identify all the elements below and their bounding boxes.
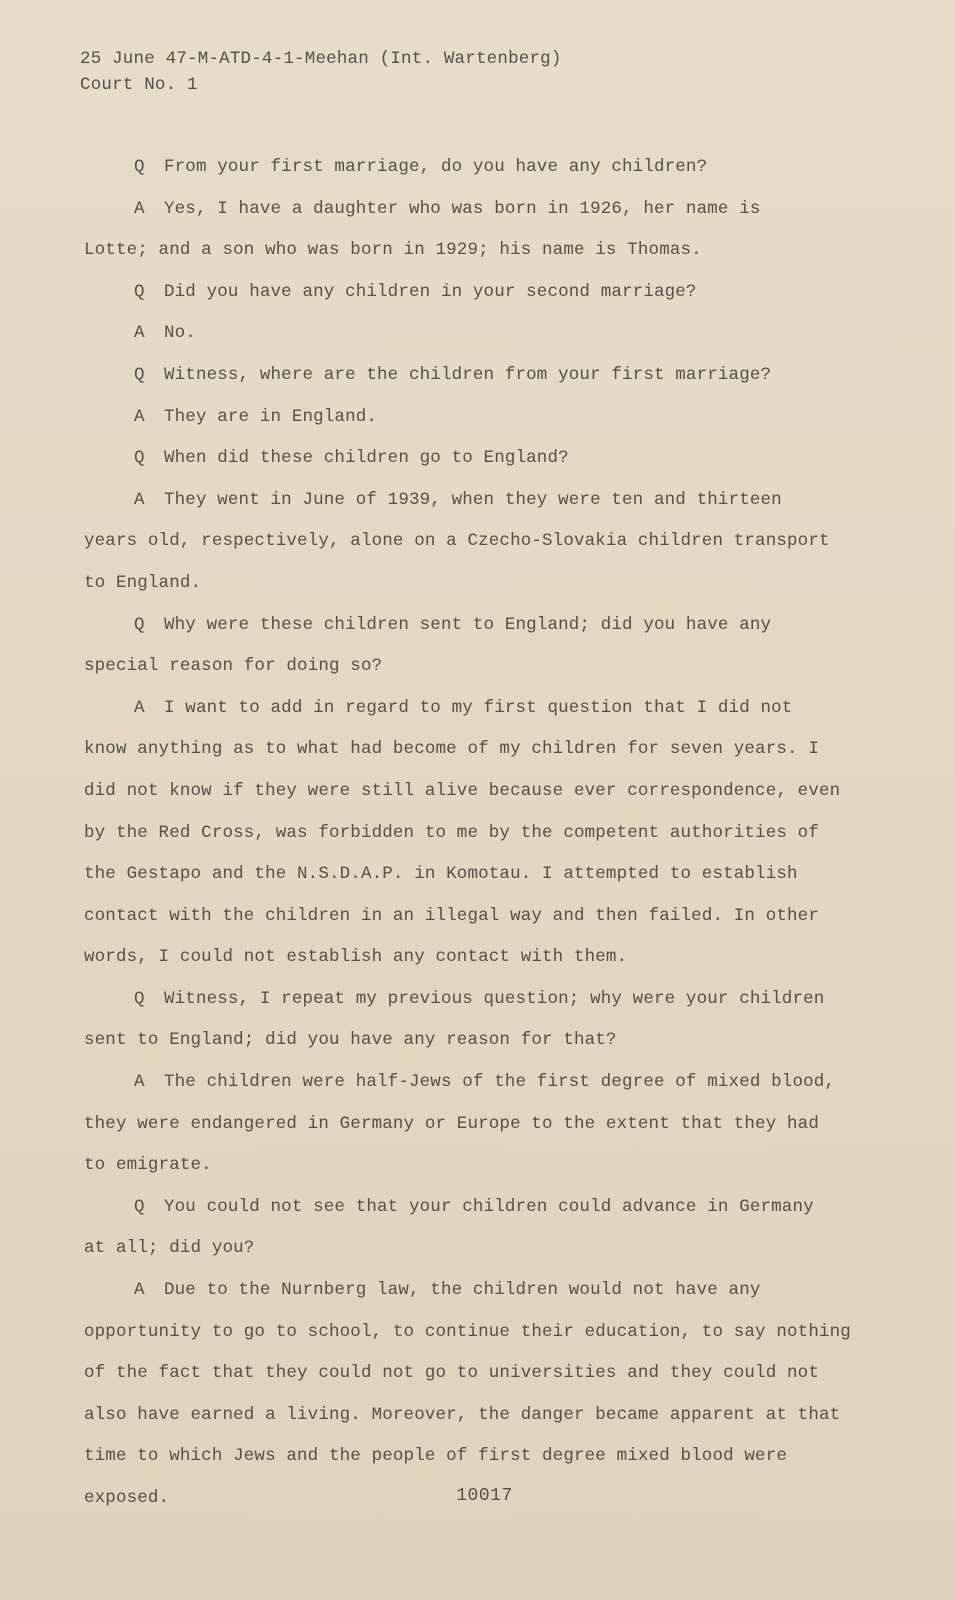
transcript-entry (84, 189, 874, 231)
speaker-marker: A (134, 198, 145, 219)
transcript-line: opportunity to go to school, to continue their education, to say nothing (84, 1321, 851, 1342)
transcript-line: Lotte; and a son who was born in 1929; his name is Thomas. (84, 240, 702, 261)
transcript-line: years old, respectively, alone on a Czecho-Slovakia children transport (84, 531, 830, 552)
transcript-line: words, I could not establish any contact with them. (84, 947, 628, 968)
speaker-marker: Q (134, 614, 145, 635)
speaker-marker: A (134, 406, 145, 427)
speaker-marker: Q (134, 281, 145, 302)
speaker-marker: A (134, 697, 145, 718)
transcript-line: Did you have any children in your second marriage? (164, 281, 697, 302)
transcript-entry (84, 1187, 874, 1229)
transcript-line: When did these children go to England? (164, 448, 569, 469)
speaker-marker: A (134, 323, 145, 344)
transcript-line: by the Red Cross, was forbidden to me by the competent authorities of (84, 822, 819, 843)
transcript-entry (84, 1062, 874, 1104)
transcript-line: special reason for doing so? (84, 656, 383, 677)
speaker-marker: Q (134, 364, 145, 385)
speaker-marker: A (134, 1280, 145, 1301)
transcript-entry (84, 355, 874, 397)
transcript-entry (84, 313, 874, 355)
transcript-line: contact with the children in an illegal way and then failed. In other (84, 905, 819, 926)
transcript-line: The children were half-Jews of the first degree of mixed blood, (164, 1072, 836, 1093)
transcript-entry (84, 272, 874, 314)
transcript-line: sent to England; did you have any reason for that? (84, 1030, 617, 1051)
transcript-line: to England. (84, 572, 202, 593)
transcript-entry (84, 605, 874, 647)
speaker-marker: A (134, 1072, 145, 1093)
transcript-entry (84, 1270, 874, 1312)
transcript-entry (84, 438, 874, 480)
speaker-marker: Q (134, 448, 145, 469)
transcript-line: They went in June of 1939, when they were ten and thirteen (164, 489, 782, 510)
transcript-entry (84, 979, 874, 1021)
transcript-line: No. (164, 323, 196, 344)
speaker-marker: A (134, 489, 145, 510)
speaker-marker: Q (134, 157, 145, 177)
transcript-line: they were endangered in Germany or Europe to the extent that they had (84, 1113, 819, 1134)
transcript-body (84, 147, 874, 1520)
transcript-line: also have earned a living. Moreover, the danger became apparent at that (84, 1404, 841, 1425)
transcript-line: Witness, where are the children from your first marriage? (164, 364, 772, 385)
transcript-line: Why were these children sent to England; did you have any (164, 614, 772, 635)
transcript-entry (84, 397, 874, 439)
transcript-line: at all; did you? (84, 1238, 255, 1259)
transcript-line: They are in England. (164, 406, 378, 427)
transcript-line: I want to add in regard to my first question that I did not (164, 697, 793, 718)
transcript-line: You could not see that your children could advance in Germany (164, 1196, 814, 1217)
transcript-line: of the fact that they could not go to universities and they could not (84, 1363, 819, 1384)
transcript-line: From your first marriage, do you have any children? (164, 157, 708, 177)
transcript-line: did not know if they were still alive because ever correspondence, even (84, 780, 841, 801)
speaker-marker: Q (134, 1196, 145, 1217)
transcript-entry (84, 480, 874, 522)
transcript-line: time to which Jews and the people of first degree mixed blood were exposed. (84, 1446, 798, 1508)
header-line-1: 25 June 47-M-ATD-4-1-Meehan (Int. Wartenberg) (80, 49, 562, 69)
header-line-2: Court No. 1 (80, 75, 198, 95)
page-number: 10017 (456, 1486, 513, 1506)
transcript-line: know anything as to what had become of my children for seven years. I (84, 739, 819, 760)
transcript-line: the Gestapo and the N.S.D.A.P. in Komotau. I attempted to establish (84, 864, 798, 885)
transcript-line: Due to the Nurnberg law, the children would not have any (164, 1280, 761, 1301)
transcript-line: Witness, I repeat my previous question; why were your children (164, 988, 825, 1009)
transcript-entry (84, 688, 874, 730)
transcript-line: Yes, I have a daughter who was born in 1926, her name is (164, 198, 761, 219)
speaker-marker: Q (134, 988, 145, 1009)
document-header (80, 46, 562, 98)
transcript-entry (84, 147, 874, 189)
transcript-line: to emigrate. (84, 1155, 212, 1176)
